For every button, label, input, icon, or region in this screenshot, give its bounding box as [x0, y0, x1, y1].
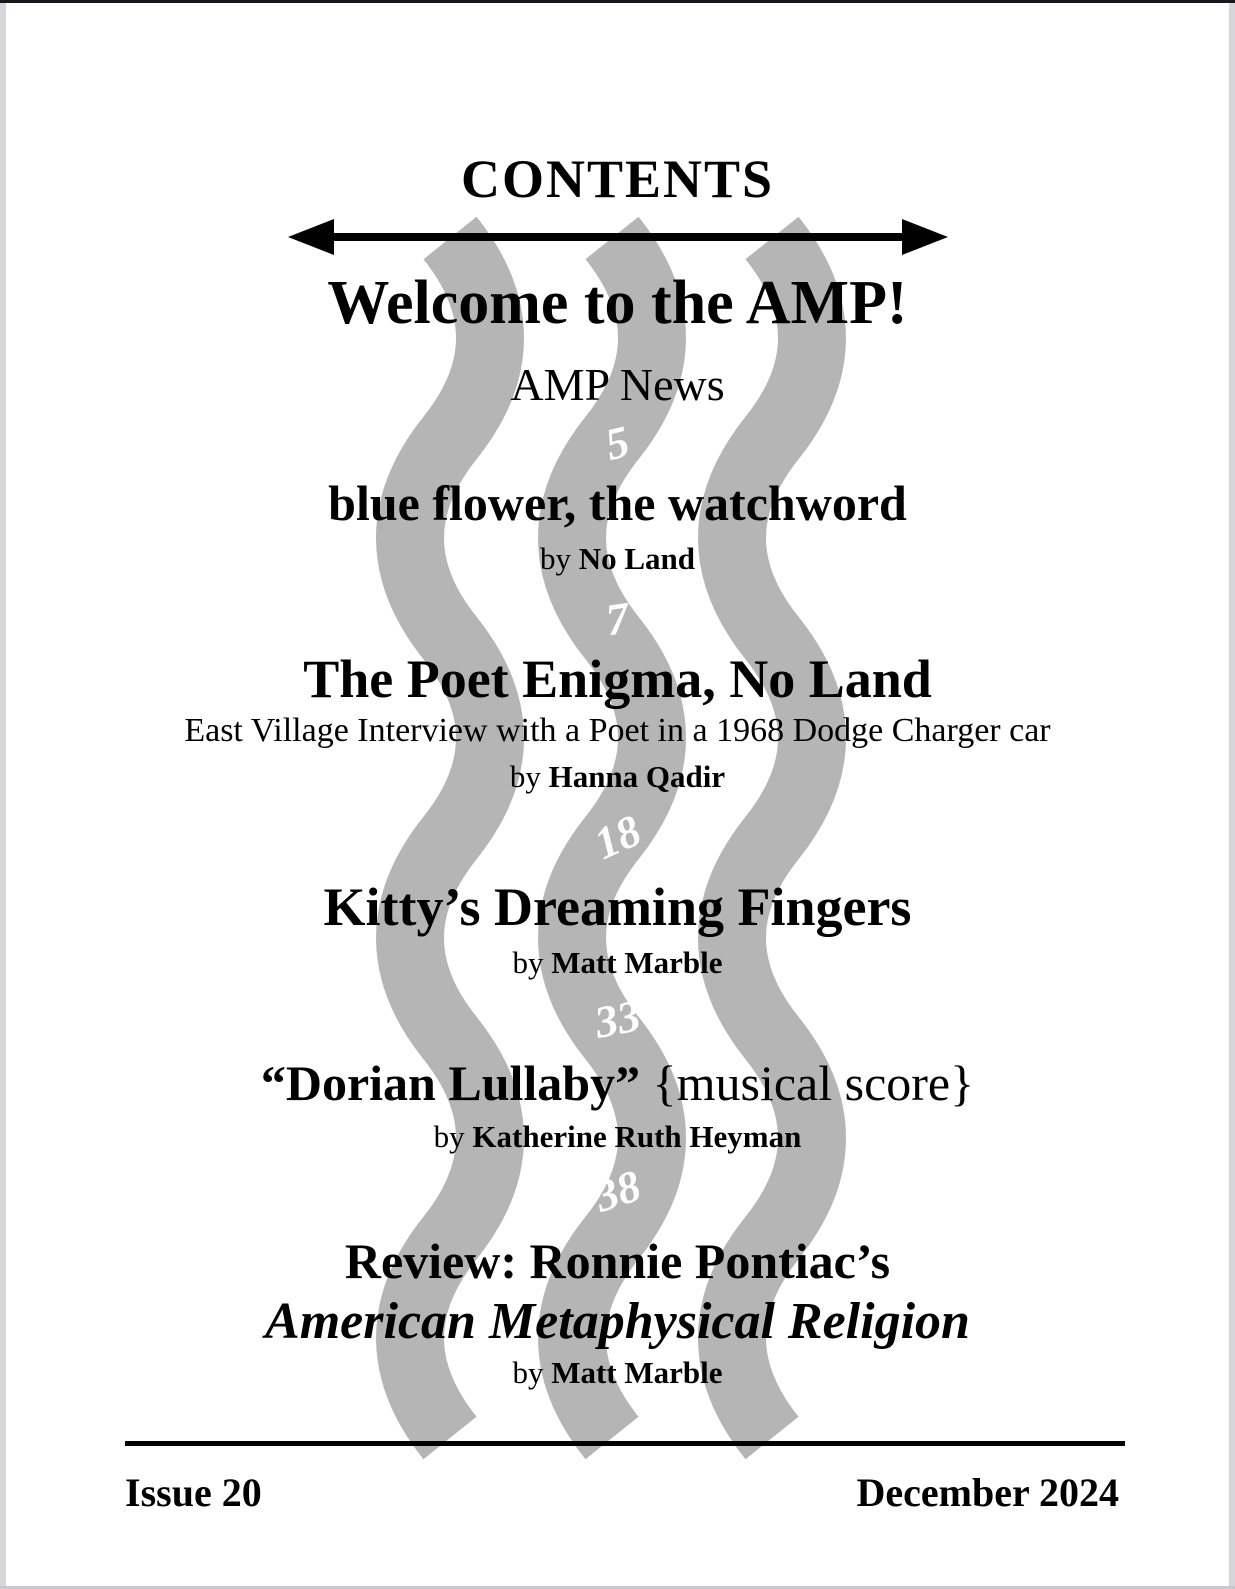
footer-rule — [125, 1441, 1125, 1446]
toc-entry-byline — [6, 543, 1229, 575]
toc-entry-byline — [6, 1121, 1229, 1153]
viewer-right-gutter — [1229, 3, 1235, 1586]
toc-entry-title: Welcome to the AMP! — [327, 269, 908, 337]
byline-prefix: by — [433, 1119, 473, 1154]
toc-entry-byline — [6, 761, 1229, 793]
page-number: 5 — [600, 416, 635, 470]
toc-entry-title: The Poet Enigma, No Land — [303, 649, 932, 709]
toc-entry-title: blue flower, the watchword — [328, 475, 907, 531]
double-arrow-icon — [288, 217, 948, 257]
contents-page — [6, 3, 1229, 1586]
byline-author: Hanna Qadir — [548, 759, 726, 794]
byline-prefix: by — [509, 759, 549, 794]
byline-author: Katherine Ruth Heyman — [472, 1119, 802, 1154]
byline-author: Matt Marble — [551, 945, 723, 980]
title-main: “Dorian Lullaby” — [260, 1055, 641, 1111]
byline-prefix: by — [512, 945, 552, 980]
byline-author: Matt Marble — [551, 1355, 723, 1390]
page-number: 38 — [588, 1160, 647, 1222]
double-arrow-divider — [6, 217, 1229, 257]
toc-entry-byline — [6, 947, 1229, 979]
page-number: 33 — [590, 990, 645, 1048]
byline-author: No Land — [578, 541, 696, 576]
page-number: 18 — [586, 805, 649, 869]
byline-prefix: by — [539, 541, 579, 576]
toc-entry-subtitle: East Village Interview with a Poet in a 1968 Dodge Charger car — [184, 712, 1051, 749]
byline-prefix: by — [512, 1355, 552, 1390]
footer-issue-label: Issue 20 — [125, 1470, 262, 1515]
title-suffix: {musical score} — [640, 1055, 975, 1111]
toc-entry-title — [6, 1057, 1229, 1109]
footer-date-label: December 2024 — [856, 1470, 1119, 1515]
toc-entry-subtitle: AMP News — [510, 359, 725, 410]
page-title: CONTENTS — [460, 149, 775, 209]
toc-entry-byline — [6, 1357, 1229, 1389]
toc-entry-title: Kitty’s Dreaming Fingers — [323, 877, 912, 937]
toc-entry-title-line2: American Metaphysical Religion — [265, 1293, 970, 1350]
page-number: 7 — [602, 592, 633, 646]
toc-entry-title: Review: Ronnie Pontiac’s — [344, 1233, 891, 1289]
